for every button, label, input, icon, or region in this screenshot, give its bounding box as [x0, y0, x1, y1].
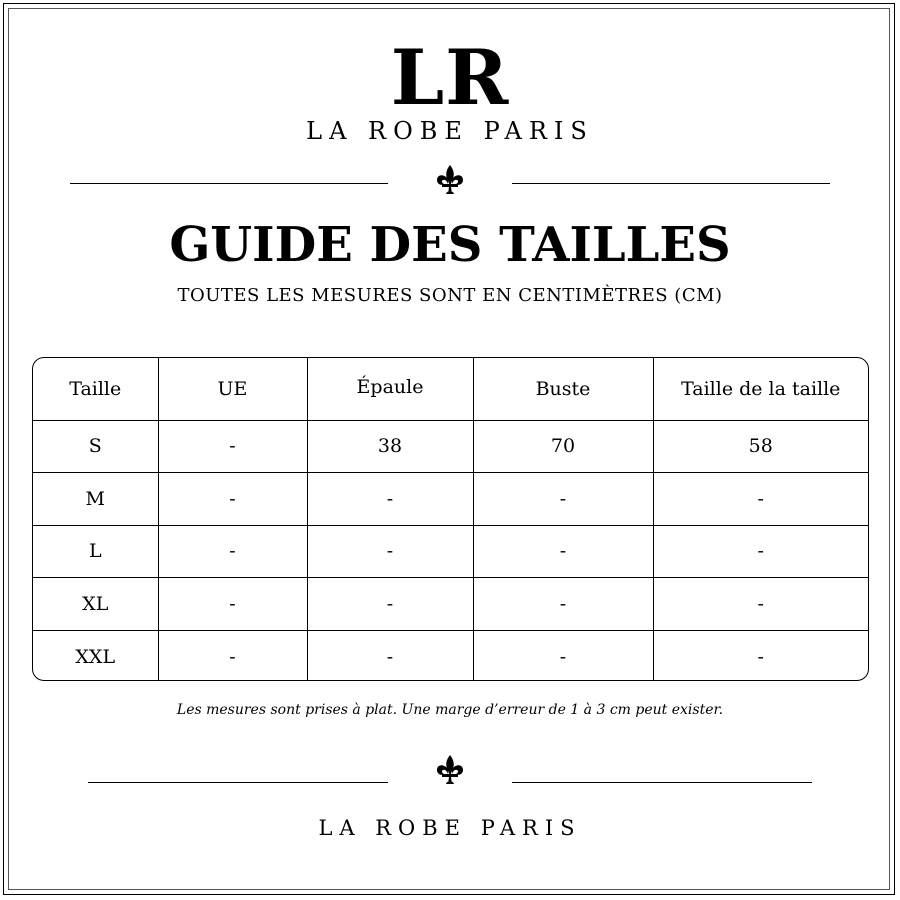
table-row [33, 630, 868, 681]
size-table [32, 357, 869, 681]
table-cell: 38 [307, 420, 473, 473]
table-row [33, 473, 868, 526]
table-cell: - [473, 578, 653, 631]
brand-monogram: LR [390, 33, 510, 122]
table-cell: XXL [33, 630, 158, 681]
fleur-de-lis-icon [434, 754, 466, 788]
table-cell: - [757, 645, 764, 668]
table-cell: - [158, 473, 307, 526]
table-row [33, 525, 868, 578]
table-cell: S [33, 420, 158, 473]
header-ue: UE [158, 358, 307, 420]
table-cell: - [473, 630, 653, 681]
table-row [33, 420, 868, 473]
header-epaule: Épaule [307, 358, 473, 420]
divider-right-top [512, 183, 830, 184]
header-taille: Taille [33, 358, 158, 420]
brand-name-bottom: LA ROBE PARIS [318, 816, 582, 840]
table-cell: - [158, 525, 307, 578]
table-cell: - [653, 473, 868, 526]
measurement-note: Les mesures sont prises à plat. Une marge d’erreur de 1 à 3 cm peut exister. [176, 702, 724, 718]
table-cell: - [307, 630, 473, 681]
table-header-row [33, 358, 868, 420]
guide-subtitle: TOUTES LES MESURES SONT EN CENTIMÈTRES (CM) [177, 285, 723, 306]
table-cell: - [653, 578, 868, 631]
fleur-de-lis-icon [434, 164, 466, 198]
divider-left-bottom [88, 782, 388, 783]
table-cell: - [473, 473, 653, 526]
brand-name-top: LA ROBE PARIS [306, 117, 594, 145]
header-buste: Buste [473, 358, 653, 420]
guide-title: GUIDE DES TAILLES [169, 217, 731, 273]
table-cell: - [473, 525, 653, 578]
divider-left-top [70, 183, 388, 184]
divider-right-bottom [512, 782, 812, 783]
table-cell: - [158, 630, 307, 681]
table-cell: XL [33, 578, 158, 631]
table-cell: - [158, 420, 307, 473]
table-cell: - [307, 578, 473, 631]
table-cell: - [307, 525, 473, 578]
table-cell: - [158, 578, 307, 631]
table-cell: 70 [473, 420, 653, 473]
table-cell: M [33, 473, 158, 526]
table-cell: - [307, 473, 473, 526]
table-cell: 58 [653, 420, 868, 473]
table-cell: - [653, 525, 868, 578]
table-cell: L [33, 525, 158, 578]
table-row [33, 578, 868, 631]
header-taille-de-la-taille: Taille de la taille [653, 358, 868, 420]
